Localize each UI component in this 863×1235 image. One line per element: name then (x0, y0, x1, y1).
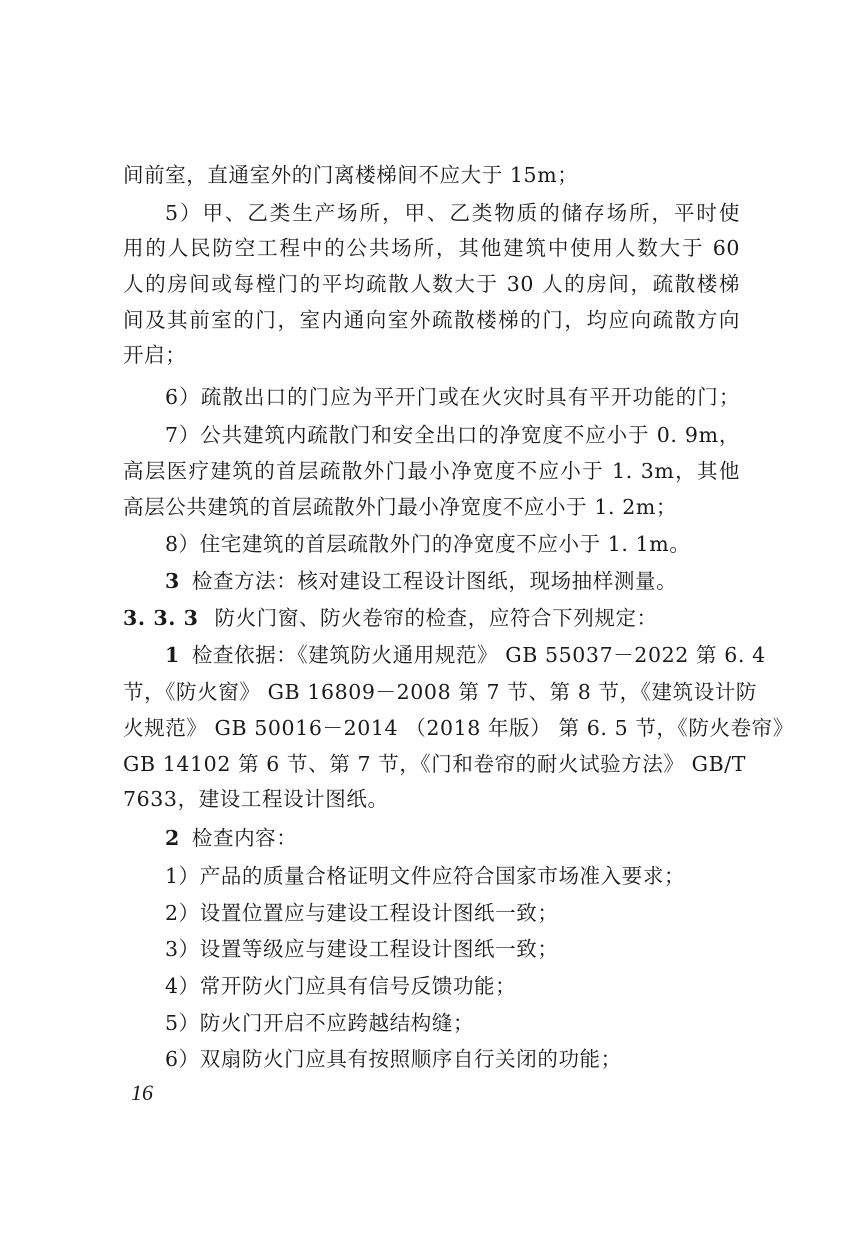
line-text: 用的人民防空工程中的公共场所，其他建筑中使用人数大于 60 (123, 236, 740, 260)
item-heading (165, 637, 766, 673)
list-item (165, 1005, 474, 1041)
line-text: 6）疏散出口的门应为平开门或在火灾时具有平开功能的门； (165, 385, 740, 409)
text-line (123, 489, 677, 525)
text-line (123, 157, 578, 193)
section-heading (123, 600, 658, 636)
line-text: 间及其前室的门，室内通向室外疏散楼梯的门，均应向疏散方向 (123, 308, 740, 332)
line-text: 2）设置位置应与建设工程设计图纸一致； (165, 901, 559, 925)
line-text: GB 14102 第 6 节、第 7 节，《门和卷帘的耐火试验方法》 GB/T (123, 752, 747, 776)
text-line (165, 195, 740, 231)
list-item (165, 1041, 622, 1077)
list-item (165, 931, 558, 967)
line-text: 节，《防火窗》 GB 16809－2008 第 7 节、第 8 节，《建筑设计防 (123, 680, 758, 704)
page-number: 16 (131, 1080, 153, 1105)
line-text: 1）产品的质量合格证明文件应符合国家市场准入要求； (165, 864, 686, 888)
section-title: 防火门窗、防火卷帘的检查，应符合下列规定： (214, 606, 658, 630)
line-text: 3）设置等级应与建设工程设计图纸一致； (165, 937, 559, 961)
item-number: 1 (165, 643, 180, 667)
line-text: 检查依据：《建筑防火通用规范》 GB 55037－2022 第 6. 4 (191, 643, 766, 667)
line-text: 间前室，直通室外的门离楼梯间不应大于 15m； (123, 163, 579, 187)
section-number: 3. 3. 3 (123, 606, 199, 630)
text-line (165, 379, 740, 415)
line-text: 4）常开防火门应具有信号反馈功能； (165, 974, 517, 998)
line-text: 6）双扇防火门应具有按照顺序自行关闭的功能； (165, 1047, 622, 1071)
line-text: 5）防火门开启不应跨越结构缝； (165, 1011, 475, 1035)
line-text: 检查内容： (191, 826, 298, 850)
line-text: 高层医疗建筑的首层疏散外门最小净宽度不应小于 1. 3m，其他 (123, 459, 740, 483)
line-text: 检查方法：核对建设工程设计图纸，现场抽样测量。 (191, 569, 678, 593)
text-line (165, 417, 740, 453)
line-text: 7633，建设工程设计图纸。 (123, 787, 389, 811)
text-line (123, 674, 758, 710)
line-text: 火规范》 GB 50016－2014 （2018 年版） 第 6. 5 节，《防火卷帘》 (123, 716, 794, 740)
text-line (123, 453, 740, 489)
line-text: 7）公共建筑内疏散门和安全出口的净宽度不应小于 0. 9m， (165, 423, 740, 447)
text-line (123, 781, 389, 817)
item-heading (165, 563, 677, 599)
text-line (123, 746, 747, 782)
line-text: 开启； (123, 343, 187, 367)
list-item (165, 858, 685, 894)
line-text: 高层公共建筑的首层疏散外门最小净宽度不应小于 1. 2m； (123, 495, 677, 519)
text-line (123, 710, 794, 746)
text-line (123, 230, 740, 266)
line-text: 人的房间或每樘门的平均疏散人数大于 30 人的房间，疏散楼梯 (123, 272, 740, 296)
line-text: 8）住宅建筑的首层疏散外门的净宽度不应小于 1. 1m。 (165, 532, 691, 556)
text-line (123, 302, 740, 338)
item-number: 2 (165, 826, 180, 850)
text-line (165, 526, 690, 562)
item-number: 3 (165, 569, 180, 593)
list-item (165, 968, 516, 1004)
item-heading (165, 820, 297, 856)
text-line (123, 266, 740, 302)
line-text: 5）甲、乙类生产场所，甲、乙类物质的储存场所，平时使 (165, 201, 740, 225)
list-item (165, 895, 558, 931)
text-line (123, 337, 186, 373)
